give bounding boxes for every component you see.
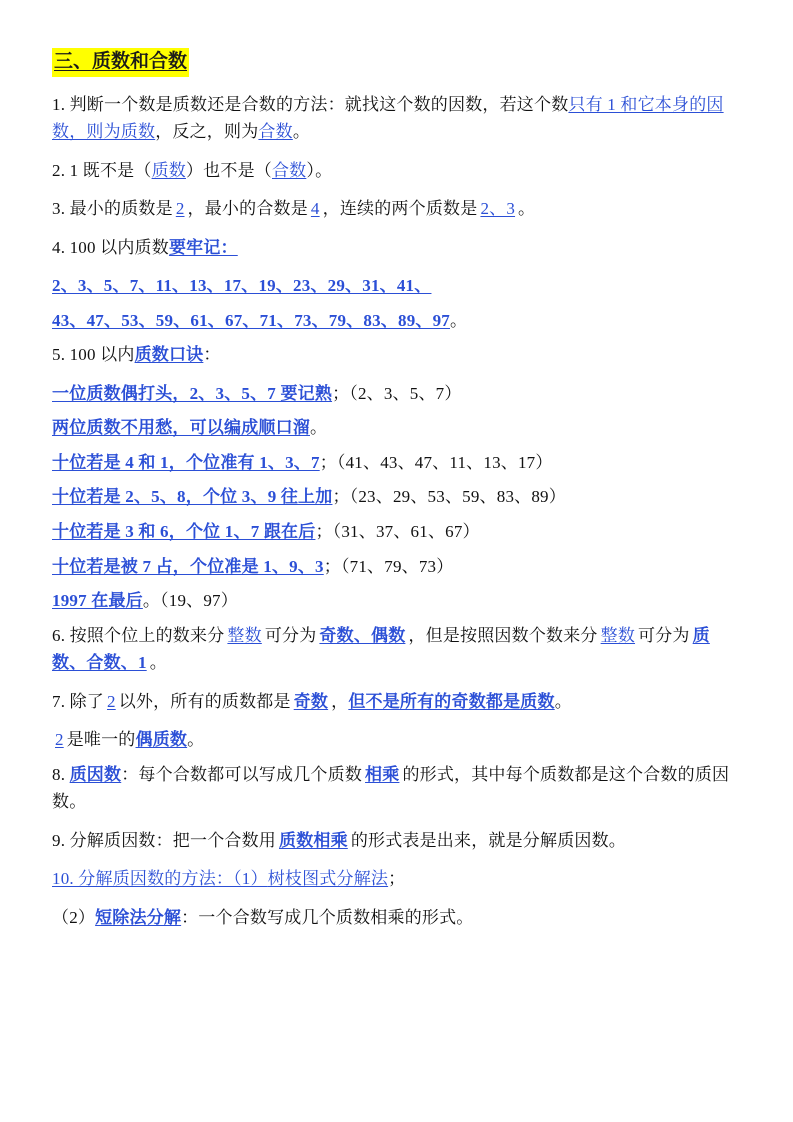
item-5-line-3-seg-0: 十位若是 4 和 1，个位准有 1、3、7 bbox=[52, 452, 320, 472]
item-9-seg-0: 9. 分解质因数：把一个合数用 bbox=[52, 830, 276, 850]
item-4-list-1-seg-0: 2、3、5、7、11、13、17、19、23、29、31、41、 bbox=[52, 276, 432, 296]
item-9-seg-2: 的形式表是出来，就是分解质因数。 bbox=[350, 830, 627, 850]
item-7b bbox=[52, 726, 741, 754]
item-5-seg-0: 5. 100 以内 bbox=[52, 345, 135, 365]
item-7b-seg-2: 偶质数 bbox=[135, 730, 188, 750]
item-1-seg-4: 。 bbox=[292, 122, 311, 142]
item-5-line-2 bbox=[52, 414, 741, 442]
item-8-seg-2: ：每个合数都可以写成几个质数 bbox=[121, 764, 363, 784]
item-1-seg-1: 只有 1 和它本身的因数，则为质数 bbox=[52, 94, 724, 142]
item-8 bbox=[52, 761, 741, 816]
item-4-list-2-seg-0: 43、47、53、59、61、67、71、73、79、83、89、97 bbox=[52, 310, 450, 330]
item-3-seg-4: ，连续的两个质数是 bbox=[322, 199, 478, 219]
item-4-seg-1: 要牢记： bbox=[168, 237, 238, 257]
item-7 bbox=[52, 688, 741, 716]
item-6-seg-0: 6. 按照个位上的数来分 bbox=[52, 625, 225, 645]
item-6-seg-7: 质数、合数、1 bbox=[52, 625, 710, 673]
item-8-seg-3: 相乘 bbox=[365, 764, 400, 784]
item-7b-seg-3: 。 bbox=[187, 730, 205, 750]
item-4 bbox=[52, 234, 741, 262]
item-2 bbox=[52, 157, 741, 185]
item-10b-seg-1: 短除法分解 bbox=[95, 907, 182, 927]
item-6-seg-6: 可分为 bbox=[638, 625, 690, 645]
item-10b-seg-2: ：一个合数写成几个质数相乘的形式。 bbox=[181, 907, 474, 927]
item-7b-seg-1: 是唯一的 bbox=[66, 730, 136, 750]
item-4-list-2 bbox=[52, 307, 741, 335]
item-1-seg-3: 合数 bbox=[258, 122, 293, 142]
item-5-line-1-seg-1: ；（2、3、5、7） bbox=[332, 383, 462, 403]
item-3-seg-3: 4 bbox=[310, 199, 320, 219]
item-5-seg-2: ： bbox=[203, 345, 221, 365]
item-10 bbox=[52, 865, 741, 893]
item-5-line-7 bbox=[52, 587, 741, 615]
item-5-line-3-seg-1: ；（41、43、47、11、13、17） bbox=[319, 452, 553, 472]
item-9 bbox=[52, 827, 741, 855]
item-6-seg-3: 奇数、偶数 bbox=[319, 625, 406, 645]
item-7-seg-1: 2 bbox=[107, 691, 116, 711]
item-7-seg-4: ， bbox=[331, 691, 349, 711]
item-3-seg-0: 3. 最小的质数是 bbox=[52, 199, 173, 219]
item-5-line-6-seg-0: 十位若是被 7 占，个位准是 1、9、3 bbox=[52, 556, 324, 576]
item-10-seg-1: 树枝图式分解法 bbox=[267, 869, 389, 889]
item-5-line-7-seg-1: 。（19、97） bbox=[142, 591, 238, 611]
item-3-seg-1: 2 bbox=[175, 199, 185, 219]
item-5-line-5 bbox=[52, 518, 741, 546]
item-5-line-7-seg-0: 1997 在最后 bbox=[52, 591, 143, 611]
item-2-seg-0: 2. 1 既不是（ bbox=[52, 160, 152, 180]
item-6-seg-8: 。 bbox=[149, 653, 167, 673]
item-6-seg-2: 可分为 bbox=[264, 625, 317, 645]
item-5-line-2-seg-1: 。 bbox=[310, 418, 328, 438]
document-body bbox=[52, 91, 741, 932]
item-10b-seg-0: （2） bbox=[52, 907, 96, 927]
item-8-seg-1: 质因数 bbox=[69, 764, 122, 784]
item-8-seg-0: 8. bbox=[52, 764, 70, 784]
page-title: 三、质数和合数 bbox=[52, 48, 189, 77]
item-7-seg-5: 但不是所有的奇数都是质数 bbox=[348, 691, 555, 711]
item-5-line-4-seg-1: ；（23、29、53、59、83、89） bbox=[332, 487, 566, 507]
item-7b-seg-0: 2 bbox=[55, 730, 64, 750]
item-1 bbox=[52, 91, 741, 146]
item-10-seg-0: 10. 分解质因数的方法：（1） bbox=[52, 869, 268, 889]
item-5-line-2-seg-0: 两位质数不用愁，可以编成顺口溜 bbox=[52, 418, 310, 438]
item-5-line-1-seg-0: 一位质数偶打头，2、3、5、7 要记熟 bbox=[52, 383, 333, 403]
item-5-line-5-seg-0: 十位若是 3 和 6，个位 1、7 跟在后 bbox=[52, 522, 316, 542]
item-7-seg-3: 奇数 bbox=[293, 691, 329, 711]
item-7-seg-6: 。 bbox=[554, 691, 572, 711]
item-5-line-6 bbox=[52, 553, 741, 581]
item-6-seg-5: 整数 bbox=[600, 625, 636, 645]
item-9-seg-1: 质数相乘 bbox=[279, 830, 348, 850]
item-1-seg-2: ，反之，则为 bbox=[155, 122, 259, 142]
item-5 bbox=[52, 341, 741, 369]
item-2-seg-2: ）也不是（ bbox=[185, 160, 272, 180]
item-7-seg-2: 以外，所有的质数都是 bbox=[118, 691, 291, 711]
item-3-seg-2: ，最小的合数是 bbox=[187, 199, 308, 219]
item-3-seg-6: 。 bbox=[518, 199, 536, 219]
item-5-line-1 bbox=[52, 380, 741, 408]
item-5-line-5-seg-1: ；（31、37、61、67） bbox=[315, 522, 480, 542]
item-3 bbox=[52, 195, 741, 223]
item-3-seg-5: 2、3 bbox=[480, 199, 516, 219]
item-10b bbox=[52, 904, 741, 932]
item-4-seg-0: 4. 100 以内质数 bbox=[52, 237, 169, 257]
item-10-seg-2: ； bbox=[388, 869, 406, 889]
item-5-line-4-seg-0: 十位若是 2、5、8，个位 3、9 往上加 bbox=[52, 487, 333, 507]
item-5-line-4 bbox=[52, 483, 741, 511]
item-6-seg-1: 整数 bbox=[227, 625, 262, 645]
item-2-seg-1: 质数 bbox=[151, 160, 186, 180]
item-1-seg-0: 1. 判断一个数是质数还是合数的方法：就找这个数的因数，若这个数 bbox=[52, 94, 569, 114]
item-2-seg-4: ）。 bbox=[306, 160, 333, 180]
item-6-seg-4: ，但是按照因数个数来分 bbox=[408, 625, 598, 645]
item-7-seg-0: 7. 除了 bbox=[52, 691, 104, 711]
item-4-list-2-seg-1: 。 bbox=[450, 310, 468, 330]
item-6 bbox=[52, 622, 741, 677]
item-5-seg-1: 质数口诀 bbox=[134, 345, 204, 365]
item-8-seg-4: 的形式，其中每个质数都是这个合数的质因数。 bbox=[52, 764, 730, 812]
item-5-line-3 bbox=[52, 449, 741, 477]
item-4-list-1 bbox=[52, 272, 741, 300]
item-2-seg-3: 合数 bbox=[271, 160, 307, 180]
item-5-line-6-seg-1: ；（71、79、73） bbox=[323, 556, 454, 576]
